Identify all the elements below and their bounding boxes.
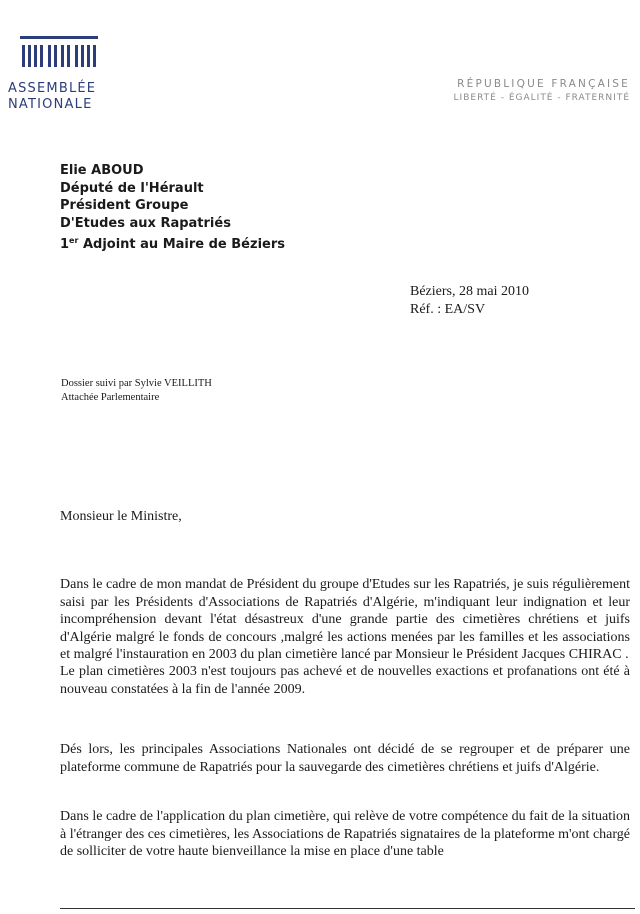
- sender-title-4-rest: Adjoint au Maire de Béziers: [78, 237, 285, 252]
- logo-line-1: ASSEMBLÉE: [8, 81, 97, 96]
- sender-title-4-number: 1: [60, 237, 70, 252]
- bottom-rule: [60, 908, 635, 909]
- paragraph-3: Dés lors, les principales Associations Nationales ont décidé de se regrouper et de préparer une plateforme commune de Rapatriés pour la sauvegarde des cimetières chrétiens et juifs d'Algérie.: [60, 742, 630, 775]
- paragraph-4: Dans le cadre de l'application du plan cimetière, qui relève de votre compétence du fait de la situation à l'étranger des ces cimetières, les Associations de Rapatriés signataires de la plateforme m'ont chargé de solliciter de votre haute bienveillance la mise en place d'une table: [60, 809, 630, 859]
- sender-title-3: D'Etudes aux Rapatriés: [60, 215, 231, 231]
- republique-francaise: RÉPUBLIQUE FRANÇAISE: [457, 78, 630, 90]
- sender-title-4: [60, 232, 285, 254]
- place-date: Béziers, 28 mai 2010: [410, 284, 529, 299]
- paragraph-2: Le plan cimetières 2003 n'est toujours pas achevé et de nouvelles exactions et profanations ont été à nouveau constatées à la fin de l'année 2009.: [60, 664, 630, 697]
- salutation: Monsieur le Ministre,: [60, 509, 182, 524]
- place-date-block: [410, 283, 529, 319]
- sender-block: [60, 162, 285, 254]
- sender-name: Elie ABOUD: [60, 163, 144, 178]
- sender-title-2: Président Groupe: [60, 198, 189, 213]
- devise: LIBERTÉ - ÉGALITÉ - FRATERNITÉ: [453, 93, 630, 103]
- assemblee-nationale-logo: [8, 36, 118, 112]
- logo-line-2: NATIONALE: [8, 97, 93, 112]
- republique-header: [454, 78, 630, 103]
- reference: Réf. : EA/SV: [410, 302, 486, 317]
- dossier-block: [61, 377, 212, 405]
- dossier-line-2: Attachée Parlementaire: [61, 392, 160, 403]
- paragraph-1: Dans le cadre de mon mandat de Président du groupe d'Etudes sur les Rapatriés, je suis régulièrement saisi par les Présidents d'Associations de Rapatriés d'Algérie, m'indiquant leur indignation et leur incompréhension devant l'état désastreux d'une grande partie des cimetières chrétiens et juifs d'Algérie malgré le fonds de concours ,malgré les actions menées par les familles et les associations et malgré l'instauration en 2003 du plan cimetière lancé par Monsieur le Président Jacques CHIRAC .: [60, 577, 630, 662]
- dossier-line-1: Dossier suivi par Sylvie VEILLITH: [61, 378, 212, 389]
- sender-title-1: Député de l'Hérault: [60, 180, 204, 196]
- hemicycle-icon: [18, 36, 100, 80]
- sender-title-4-superscript: er: [69, 236, 79, 245]
